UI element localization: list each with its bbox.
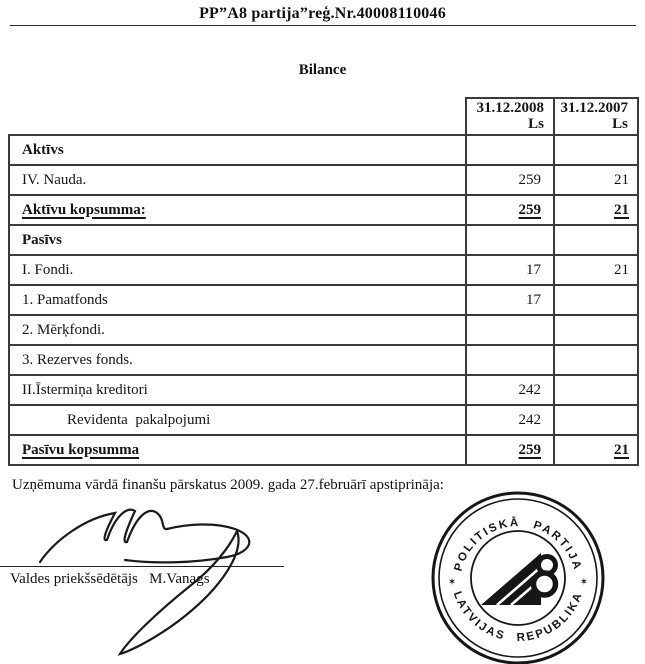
col-header-2008-unit: Ls	[528, 116, 544, 132]
value-2007	[554, 135, 638, 165]
table-row	[9, 255, 638, 285]
stamp-top-text: POLITISKĀ PARTIJA	[452, 516, 584, 573]
value-2007	[554, 405, 638, 435]
col-header-2008	[466, 98, 554, 135]
star-icon: ✶	[579, 577, 589, 588]
signature-stroke	[40, 510, 249, 563]
table-header-row	[9, 98, 638, 135]
value-2007: 21	[554, 435, 638, 465]
table-row	[9, 375, 638, 405]
signature-role-name: Valdes priekšsēdētājs M.Vanags	[10, 571, 210, 587]
value-2008: 17	[466, 255, 554, 285]
a8-logo-icon	[481, 553, 556, 605]
value-2007	[554, 285, 638, 315]
table-row	[9, 285, 638, 315]
value-2008: 242	[466, 405, 554, 435]
row-label: I. Fondi.	[9, 255, 466, 285]
value-2008: 242	[466, 375, 554, 405]
value-2008	[466, 225, 554, 255]
party-stamp	[428, 488, 608, 664]
value-2008: 259	[466, 165, 554, 195]
balance-table	[8, 97, 639, 466]
star-icon: ✶	[447, 577, 457, 588]
col-header-2007-unit: Ls	[612, 116, 628, 132]
approval-statement: Uzņēmuma vārdā finanšu pārskatus 2009. gada 27.februārī apstiprināja:	[12, 477, 444, 493]
row-label: Pasīvu kopsumma	[9, 435, 466, 465]
row-label: Revidenta pakalpojumi	[9, 405, 466, 435]
row-label: 1. Pamatfonds	[9, 285, 466, 315]
table-row	[9, 405, 638, 435]
table-row	[9, 165, 638, 195]
value-2007: 21	[554, 195, 638, 225]
value-2007	[554, 225, 638, 255]
table-row	[9, 225, 638, 255]
title-divider	[10, 25, 636, 26]
table-row	[9, 135, 638, 165]
row-label: IV. Nauda.	[9, 165, 466, 195]
value-2007	[554, 345, 638, 375]
col-header-2007	[554, 98, 638, 135]
balance-table-body	[9, 135, 638, 465]
row-label: 3. Rezerves fonds.	[9, 345, 466, 375]
row-label: Pasīvs	[9, 225, 466, 255]
row-label: 2. Mērķfondi.	[9, 315, 466, 345]
value-2008	[466, 315, 554, 345]
value-2007: 21	[554, 165, 638, 195]
value-2008	[466, 135, 554, 165]
row-label: Aktīvu kopsumma:	[9, 195, 466, 225]
col-header-2008-date: 31.12.2008	[476, 100, 544, 116]
document-subtitle: Bilance	[298, 62, 347, 78]
table-row	[9, 195, 638, 225]
signature-tail-stroke	[120, 531, 238, 654]
table-row	[9, 345, 638, 375]
value-2008: 259	[466, 435, 554, 465]
value-2008	[466, 345, 554, 375]
row-label: Aktīvs	[9, 135, 466, 165]
value-2007: 21	[554, 255, 638, 285]
value-2008: 17	[466, 285, 554, 315]
page-title: PP”A8 partija”reģ.Nr.40008110046	[199, 5, 446, 22]
signature-line	[0, 566, 284, 567]
row-label: II.Īstermiņa kreditori	[9, 375, 466, 405]
col-header-2007-date: 31.12.2007	[560, 100, 628, 116]
value-2007	[554, 375, 638, 405]
table-row	[9, 315, 638, 345]
value-2008: 259	[466, 195, 554, 225]
table-header-spacer	[9, 98, 466, 135]
table-row	[9, 435, 638, 465]
stamp-bottom-text: LATVIJAS REPUBLIKA	[450, 589, 586, 645]
value-2007	[554, 315, 638, 345]
